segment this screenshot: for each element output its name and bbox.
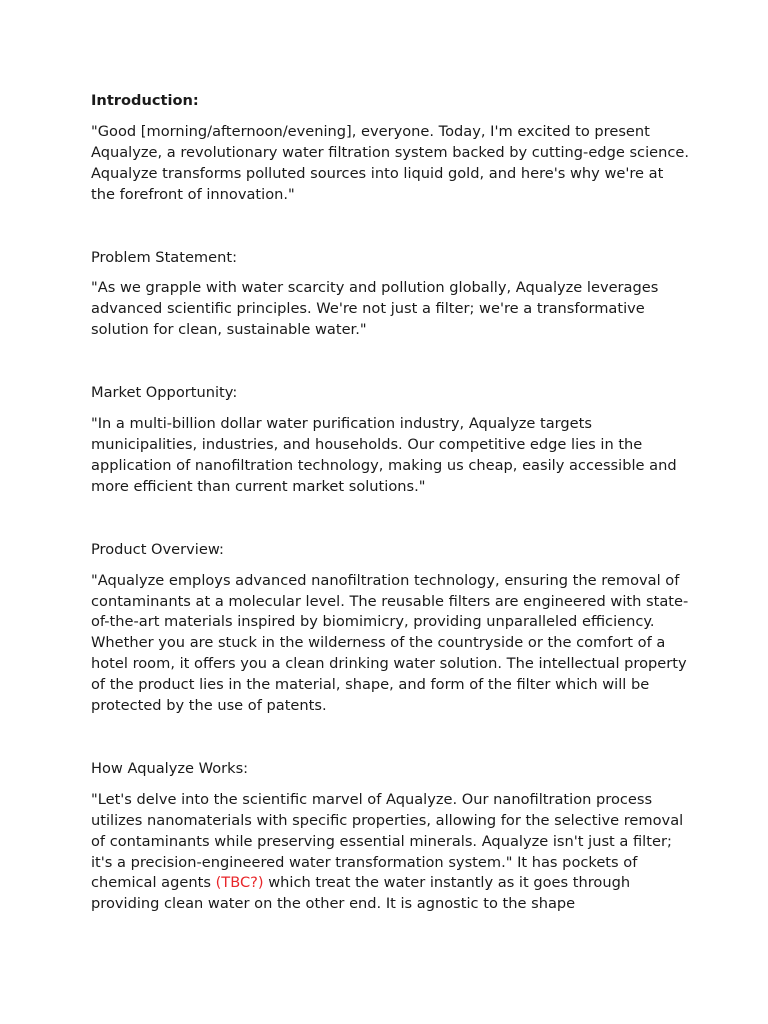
paragraph-text: "Let's delve into the scientific marvel of Aqualyze. Our nanofiltration process utilizes nanomaterials with specific properties, allowing for the selective removal of contaminants while preserving essential minerals. Aqualyze isn't just a filter; it's a precision-engineered water transformation system." It has pockets of chemical agents xyxy=(91,790,684,892)
paragraph-text: which treat the water instantly as it goes through providing clean water on the other end. It is agnostic to the shape xyxy=(91,874,631,913)
section-paragraph: "As we grapple with water scarcity and pollution globally, Aqualyze leverages advanced scientific principles. We're not just a filter; we're a transformative solution for clean, sustainable water." xyxy=(91,279,659,339)
section-how-aqualyze-works xyxy=(91,759,691,915)
section-problem-statement xyxy=(91,248,691,342)
section-heading: Product Overview: xyxy=(91,540,224,558)
section-paragraph: "Aqualyze employs advanced nanofiltration technology, ensuring the removal of contaminants at a molecular level. The reusable filters are engineered with state-of-the-art materials inspired by biomimicry, providing unparalleled efficiency. Whether you are stuck in the wilderness of the countryside or the comfort of a hotel room, it offers you a clean drinking water solution. The intellectual property of the product lies in the material, shape, and form of the filter which will be protected by the use of patents. xyxy=(91,571,689,715)
section-heading: Market Opportunity: xyxy=(91,384,238,402)
document-body xyxy=(91,91,691,957)
section-heading: How Aqualyze Works: xyxy=(91,759,249,777)
section-heading: Problem Statement: xyxy=(91,248,238,266)
section-paragraph xyxy=(91,790,691,915)
section-product-overview xyxy=(91,540,691,717)
tbc-highlight: (TBC?) xyxy=(215,874,264,892)
section-heading: Introduction: xyxy=(91,92,199,109)
section-market-opportunity xyxy=(91,383,691,498)
section-paragraph: "Good [morning/afternoon/evening], everyone. Today, I'm excited to present Aqualyze, a revolutionary water filtration system backed by cutting-edge science. Aqualyze transforms polluted sources into liquid gold, and here's why we're at the forefront of innovation." xyxy=(91,122,690,203)
section-paragraph: "In a multi-billion dollar water purification industry, Aqualyze targets municipalities, industries, and households. Our competitive edge lies in the application of nanofiltration technology, making us cheap, easily accessible and more efficient than current market solutions." xyxy=(91,415,677,495)
section-introduction xyxy=(91,91,691,206)
